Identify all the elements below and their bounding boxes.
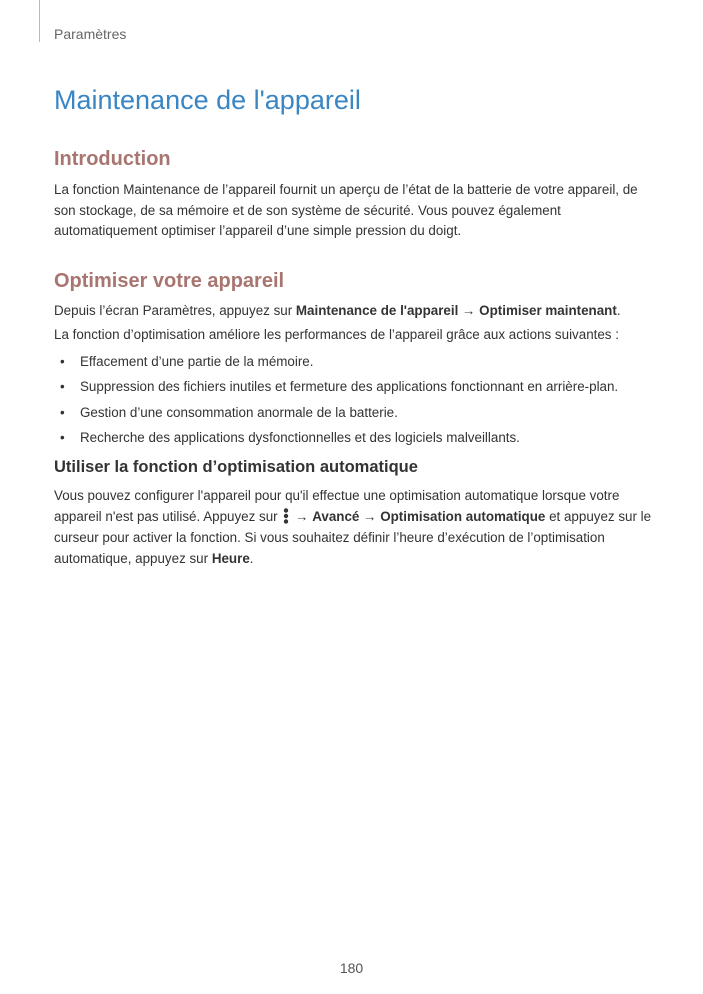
auto-item-auto-optimization: Optimisation automatique <box>380 508 546 524</box>
auto-item-advanced: Avancé <box>312 508 360 524</box>
optimize-step-arrow: → <box>458 302 480 318</box>
introduction-section <box>54 147 654 242</box>
bullet-icon: • <box>60 404 65 420</box>
bullet-icon: • <box>60 379 65 394</box>
auto-text-arrow-1: → <box>291 508 313 524</box>
optimize-intro-text: La fonction d’optimisation améliore les performances de l’appareil grâce aux actions suivantes : <box>54 327 619 342</box>
auto-text-arrow-2: → <box>359 508 381 524</box>
bullet-icon: • <box>60 430 65 445</box>
list-item <box>54 377 654 398</box>
introduction-heading: Introduction <box>54 148 171 170</box>
bullet-icon: • <box>60 353 65 369</box>
optimize-step-item-optimize-now: Optimiser maintenant <box>479 302 617 318</box>
auto-optimization-section <box>54 456 654 569</box>
auto-text-part2: et appuyez sur le curseur pour activer la fonction. Si vous souhaitez définir l’heure d’exécution de l’optimisation automatique, appuyez sur <box>54 508 652 566</box>
page-content <box>54 84 654 569</box>
optimize-step-prefix: Depuis l’écran Paramètres, appuyez sur <box>54 302 296 318</box>
optimize-step-item-maintenance: Maintenance de l'appareil <box>295 302 459 318</box>
optimize-step-suffix: . <box>616 302 621 318</box>
auto-text-part1: Vous pouvez configurer l'appareil pour qu'il effectue une optimisation automatique lorsque votre appareil n'est pas utilisé. Appuyez sur <box>54 487 620 524</box>
list-item-text: Recherche des applications dysfonctionnelles et des logiciels malveillants. <box>80 430 520 445</box>
page-title: Maintenance de l'appareil <box>54 85 361 115</box>
list-item-text: Effacement d’une partie de la mémoire. <box>80 353 314 369</box>
auto-optimization-heading: Utiliser la fonction d’optimisation automatique <box>54 457 418 476</box>
optimize-step <box>54 301 654 322</box>
list-item <box>54 403 654 424</box>
list-item <box>54 428 654 449</box>
more-options-icon <box>283 508 289 524</box>
optimize-actions-list <box>54 352 654 449</box>
list-item <box>54 352 654 373</box>
page-number: 180 <box>339 960 364 976</box>
optimize-section <box>54 269 654 449</box>
header-section-label: Paramètres <box>54 26 127 42</box>
list-item-text: Suppression des fichiers inutiles et fermeture des applications fonctionnant en arrière-plan. <box>80 379 619 394</box>
auto-item-time: Heure <box>211 550 250 566</box>
introduction-text: La fonction Maintenance de l’appareil fournit un aperçu de l’état de la batterie de votre appareil, de son stockage, de sa mémoire et de son système de sécurité. Vous pouvez également automatiquement optimiser l’appareil d’une simple pression du doigt. <box>54 182 638 238</box>
auto-text-part3: . <box>249 550 254 566</box>
list-item-text: Gestion d’une consommation anormale de la batterie. <box>80 404 398 420</box>
auto-optimization-text <box>54 485 654 569</box>
header-divider <box>39 0 40 42</box>
optimize-heading: Optimiser votre appareil <box>54 269 285 292</box>
